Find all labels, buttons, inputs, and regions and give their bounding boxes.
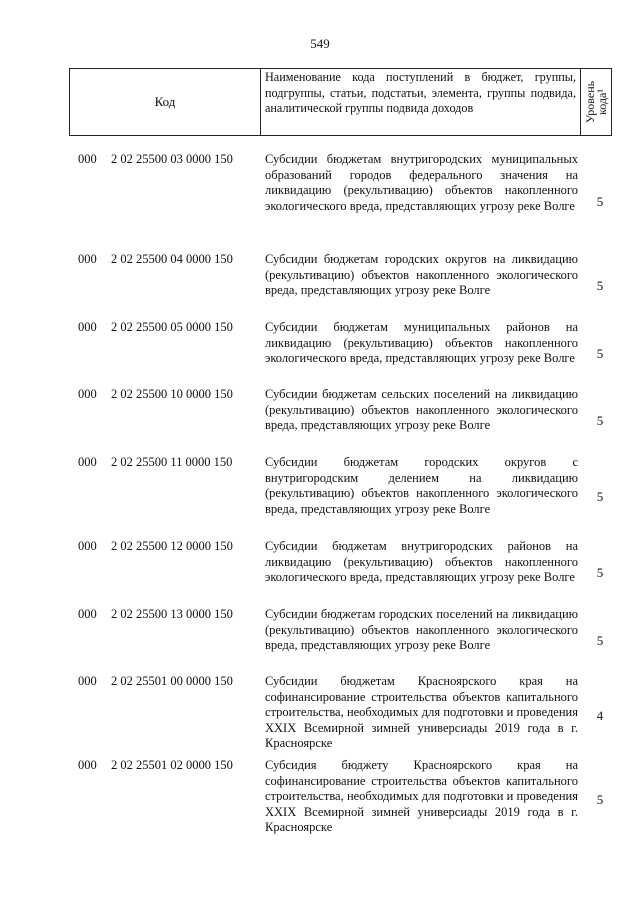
table-row: [0, 152, 640, 252]
row-name: Субсидии бюджетам городских поселений на ликвидацию (рекультивацию) объектов накопленного экологического вреда, представляющих угрозу реке Волге: [265, 607, 578, 652]
row-prefix: 000: [78, 607, 97, 621]
row-prefix: 000: [78, 152, 97, 166]
row-code: 2 02 25501 00 0000 150: [111, 674, 233, 688]
row-prefix: 000: [78, 320, 97, 334]
table-row: [0, 455, 640, 539]
table-row: [0, 387, 640, 455]
row-prefix: 000: [78, 539, 97, 553]
row-level: 5: [596, 413, 604, 428]
header-level-label: Уровень кода¹: [583, 80, 609, 124]
table-row: [0, 758, 640, 842]
header-level-cell: [581, 69, 611, 135]
row-code: 2 02 25500 12 0000 150: [111, 539, 233, 553]
row-name: Субсидии бюджетам Красноярского края на софинансирование строительства объектов капитального строительства, необходимых для подготовки и проведения XXIX Всемирной зимней универсиады 2019 года в г. Красноярске: [265, 674, 578, 750]
row-level: 5: [596, 565, 604, 580]
page-number: 549: [310, 36, 330, 51]
row-level: 5: [596, 194, 604, 209]
row-level: 5: [596, 278, 604, 293]
row-name: Субсидия бюджету Красноярского края на софинансирование строительства объектов капитального строительства, необходимых для подготовки и проведения XXIX Всемирной зимней универсиады 2019 года в г. Красноярске: [265, 758, 578, 834]
header-name-cell: Наименование кода поступлений в бюджет, группы, подгруппы, статьи, подстатьи, элемента, группы подвида, аналитической группы подвида доходов: [261, 69, 581, 135]
row-level: 5: [596, 345, 604, 361]
row-code: 2 02 25500 11 0000 150: [111, 455, 233, 469]
row-name: Субсидии бюджетам сельских поселений на ликвидацию (рекультивацию) объектов накопленного экологического вреда, представляющих угрозу реке Волге: [265, 387, 578, 432]
table-row: [0, 252, 640, 320]
row-code: 2 02 25500 10 0000 150: [111, 387, 233, 401]
table-body: [0, 152, 640, 842]
row-prefix: 000: [78, 758, 97, 772]
row-name: Субсидии бюджетам муниципальных районов на ликвидацию (рекультивацию) объектов накопленного экологического вреда, представляющих угрозу реке Волге: [265, 320, 578, 365]
row-name: Субсидии бюджетам внутригородских муниципальных образований городов федерального значения на ликвидацию (рекультивацию) объектов накопленного экологического вреда, представляющих угрозу реке Волге: [265, 152, 578, 213]
table-header: [69, 68, 612, 136]
row-level: 4: [596, 708, 604, 723]
table-row: [0, 607, 640, 674]
table-row: [0, 320, 640, 387]
row-name: Субсидии бюджетам городских округов на ликвидацию (рекультивацию) объектов накопленного экологического вреда, представляющих угрозу реке Волге: [265, 252, 578, 297]
row-level: 5: [596, 489, 604, 504]
row-prefix: 000: [78, 252, 97, 266]
row-code: 2 02 25500 13 0000 150: [111, 607, 233, 621]
row-level: 5: [596, 792, 604, 807]
header-code-cell: Код: [70, 69, 261, 135]
row-prefix: 000: [78, 387, 97, 401]
row-code: 2 02 25500 03 0000 150: [111, 152, 233, 166]
row-name: Субсидии бюджетам городских округов с внутригородским делением на ликвидацию (рекультивацию) объектов накопленного экологического вреда, представляющих угрозу реке Волге: [265, 455, 578, 516]
table-row: [0, 674, 640, 758]
row-name: Субсидии бюджетам внутригородских районов на ликвидацию (рекультивацию) объектов накопленного экологического вреда, представляющих угрозу реке Волге: [265, 539, 578, 584]
row-prefix: 000: [78, 674, 97, 688]
row-code: 2 02 25500 04 0000 150: [111, 252, 233, 266]
row-level: 5: [596, 632, 604, 648]
row-prefix: 000: [78, 455, 97, 469]
row-code: 2 02 25500 05 0000 150: [111, 320, 233, 334]
row-code: 2 02 25501 02 0000 150: [111, 758, 233, 772]
table-row: [0, 539, 640, 607]
